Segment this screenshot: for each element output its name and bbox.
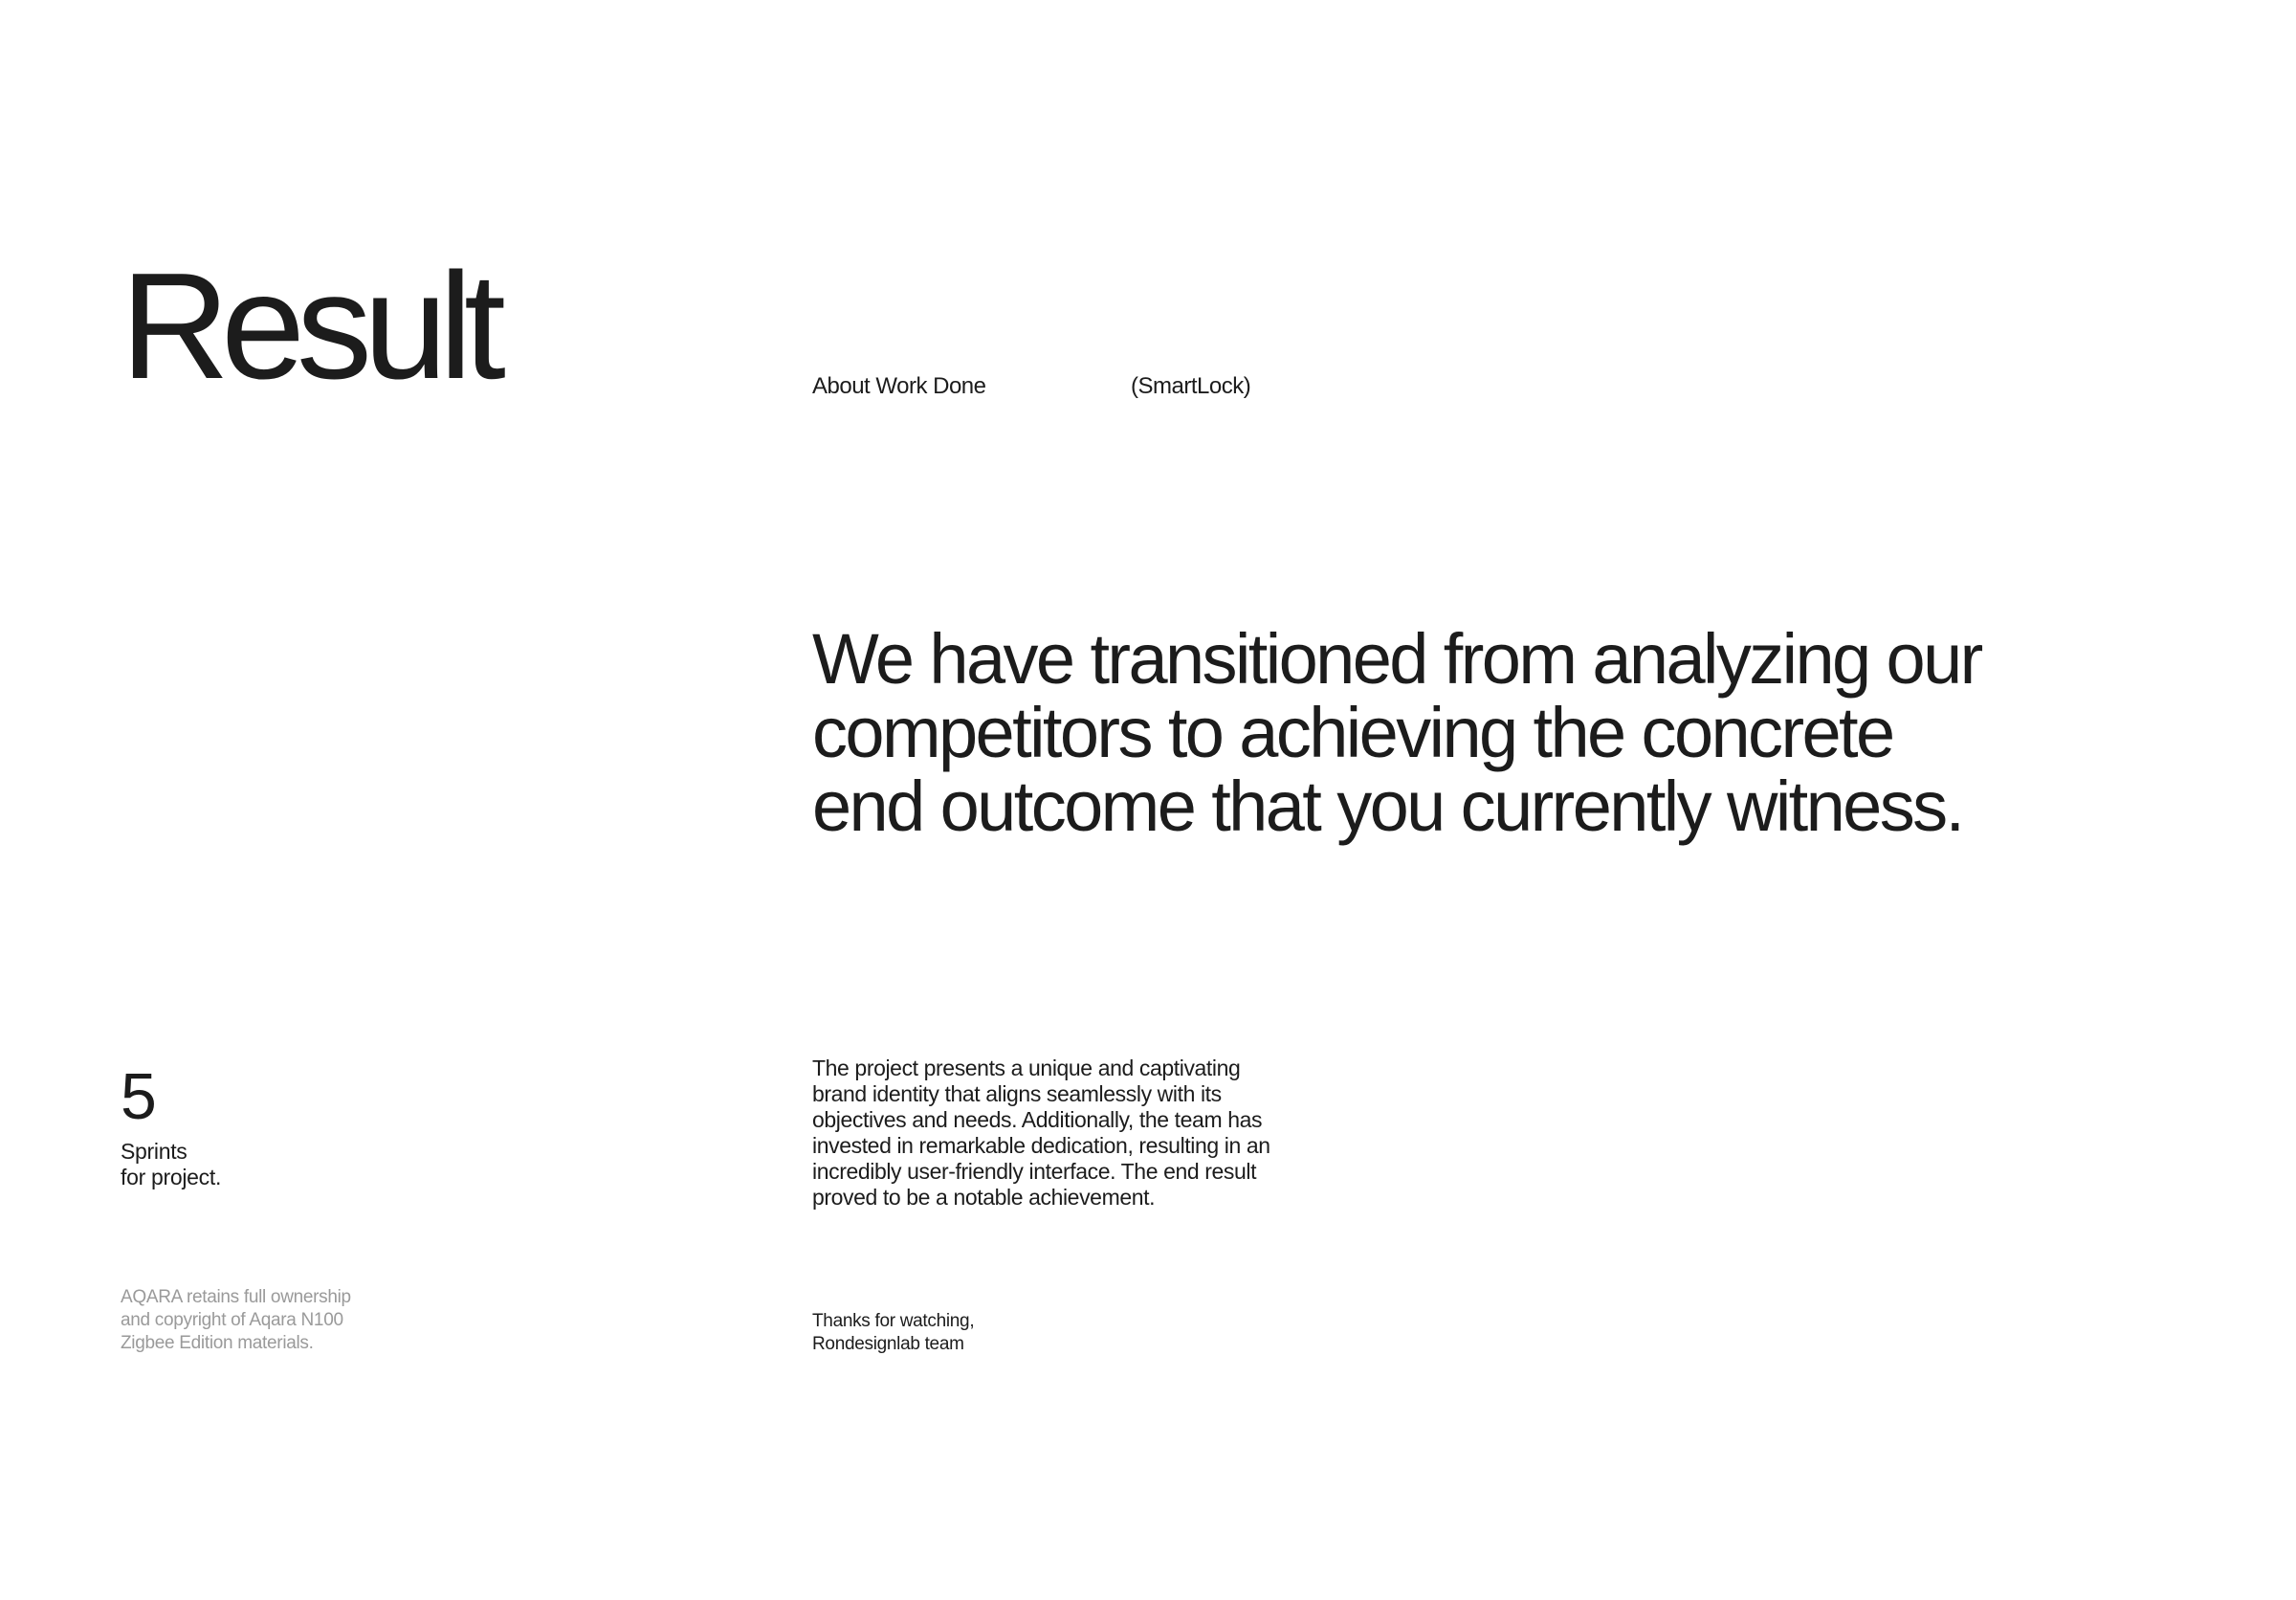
copyright-line: AQARA retains full ownership xyxy=(121,1287,351,1307)
page-title: Result xyxy=(121,242,497,411)
sprints-caption-line: Sprints xyxy=(121,1139,188,1164)
sprints-caption-line: for project. xyxy=(121,1165,222,1189)
project-tag: (SmartLock) xyxy=(1131,373,1251,399)
copyright-notice xyxy=(121,1286,351,1355)
headline xyxy=(812,619,2152,846)
sprints-caption xyxy=(121,1139,221,1190)
description-line: incredibly user-friendly interface. The end result xyxy=(812,1159,1257,1184)
headline-line: end outcome that you currently witness. xyxy=(812,767,1963,846)
signoff-line: Rondesignlab team xyxy=(812,1334,964,1354)
about-work-done-label: About Work Done xyxy=(812,373,986,399)
headline-line: competitors to achieving the concrete xyxy=(812,693,1893,772)
sprints-count: 5 xyxy=(121,1060,157,1133)
description-line: proved to be a notable achievement. xyxy=(812,1185,1156,1210)
description-line: brand identity that aligns seamlessly with its xyxy=(812,1081,1222,1106)
signoff xyxy=(812,1310,974,1356)
headline-line: We have transitioned from analyzing our xyxy=(812,619,1981,699)
description-line: invested in remarkable dedication, resulting in an xyxy=(812,1133,1270,1158)
description-line: objectives and needs. Additionally, the team has xyxy=(812,1107,1263,1132)
description-line: The project presents a unique and captivating xyxy=(812,1056,1241,1080)
copyright-line: Zigbee Edition materials. xyxy=(121,1333,314,1353)
project-description xyxy=(812,1056,1270,1211)
copyright-line: and copyright of Aqara N100 xyxy=(121,1310,343,1330)
signoff-line: Thanks for watching, xyxy=(812,1311,975,1331)
